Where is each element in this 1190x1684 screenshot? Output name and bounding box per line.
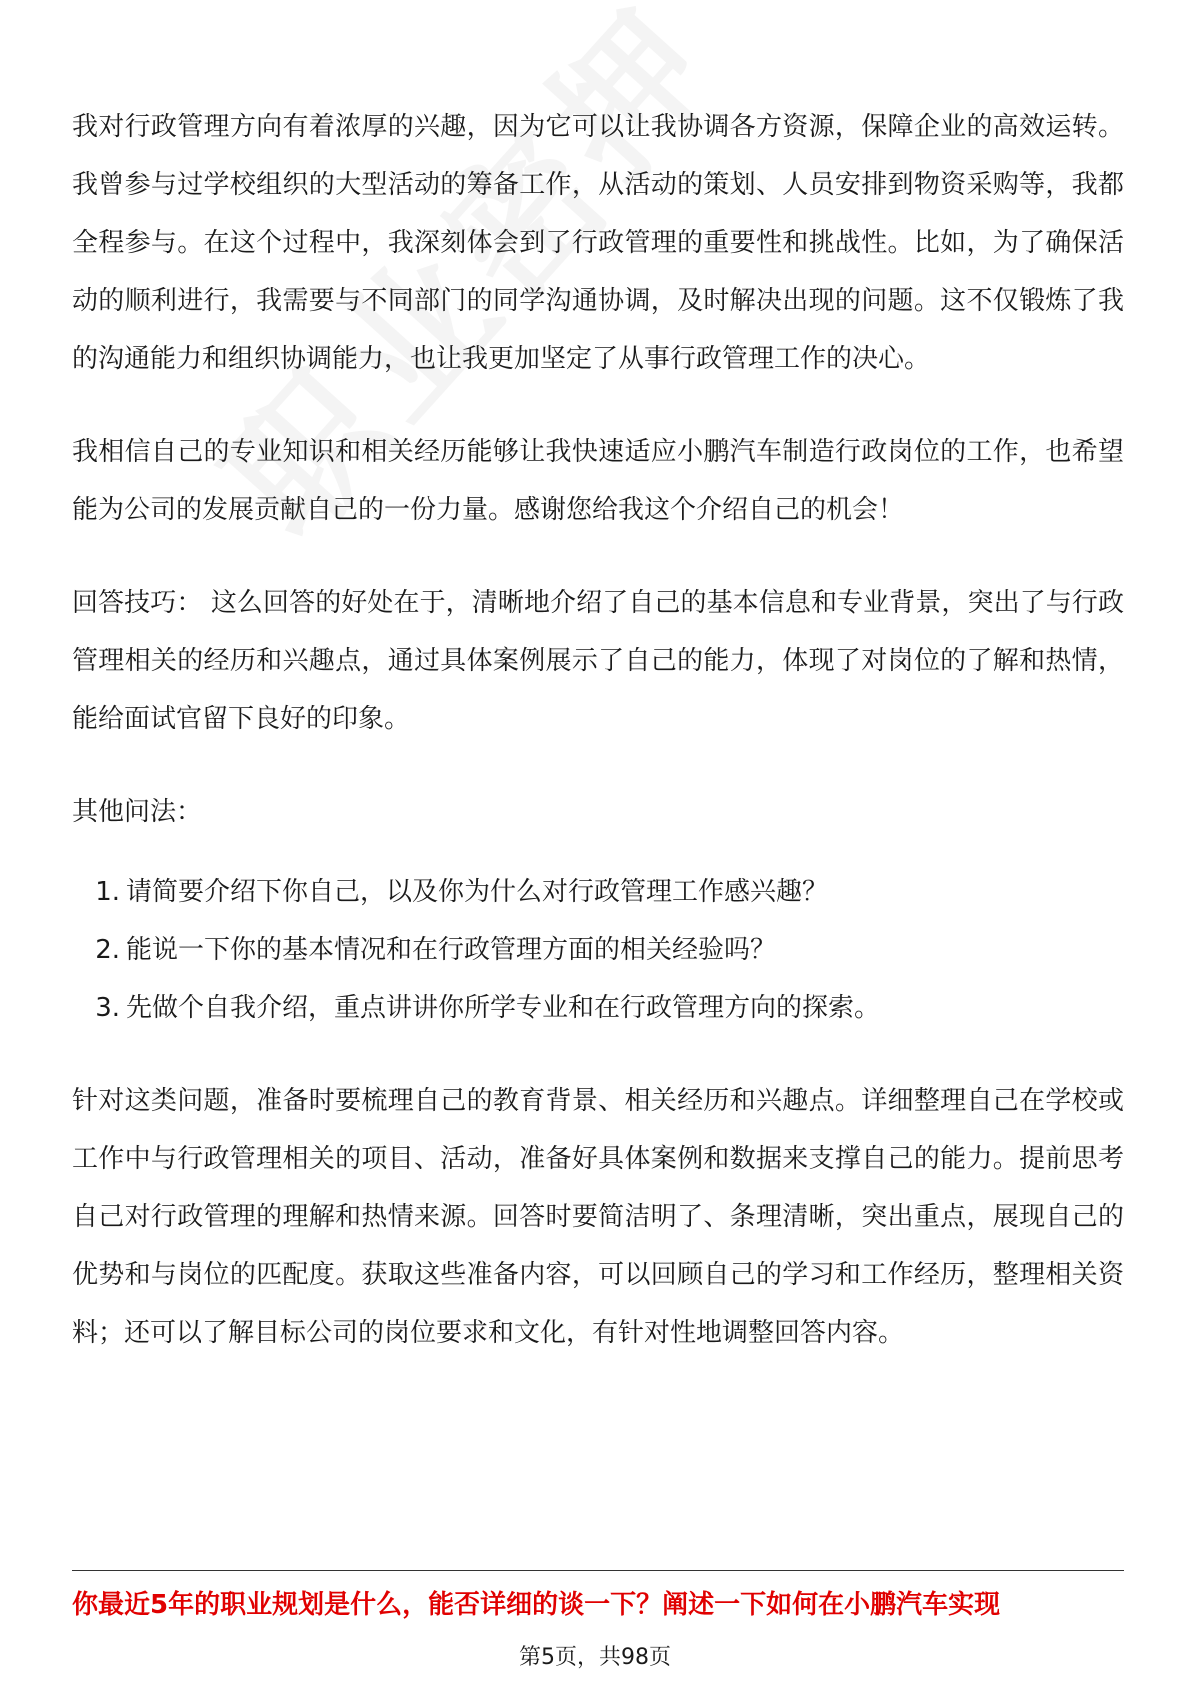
- paragraph-closing: 我相信自己的专业知识和相关经历能够让我快速适应小鹏汽车制造行政岗位的工作，也希望能为公司的发展贡献自己的一份力量。感谢您给我这个介绍自己的机会！: [72, 437, 1124, 525]
- paragraph-preparation-advice: 针对这类问题，准备时要梳理自己的教育背景、相关经历和兴趣点。详细整理自己在学校或工作中与行政管理相关的项目、活动，准备好具体案例和数据来支撑自己的能力。提前思考自己对行政管理的理解和热情来源。回答时要简洁明了、条理清晰，突出重点，展现自己的优势和与岗位的匹配度。获取这些准备内容，可以回顾自己的学习和工作经历，整理相关资料；还可以了解目标公司的岗位要求和文化，有针对性地调整回答内容。: [72, 1086, 1124, 1348]
- document-body: [72, 98, 1124, 1397]
- next-question-heading: 你最近5年的职业规划是什么，能否详细的谈一下？阐述一下如何在小鹏汽车实现: [72, 1590, 1001, 1620]
- list-item: 3. 先做个自我介绍，重点讲讲你所学专业和在行政管理方向的探索。: [95, 993, 881, 1023]
- list-item: 2. 能说一下你的基本情况和在行政管理方面的相关经验吗？: [95, 935, 777, 965]
- page-number: 第5页，共98页: [519, 1645, 671, 1670]
- paragraph-interest: 我对行政管理方向有着浓厚的兴趣，因为它可以让我协调各方资源，保障企业的高效运转。我曾参与过学校组织的大型活动的筹备工作，从活动的策划、人员安排到物资采购等，我都全程参与。在这个过程中，我深刻体会到了行政管理的重要性和挑战性。比如，为了确保活动的顺利进行，我需要与不同部门的同学沟通协调，及时解决出现的问题。这不仅锻炼了我的沟通能力和组织协调能力，也让我更加坚定了从事行政管理工作的决心。: [72, 112, 1124, 374]
- paragraph-other-asks-heading: 其他问法：: [72, 797, 203, 827]
- list-item: 1. 请简要介绍下你自己，以及你为什么对行政管理工作感兴趣？: [95, 877, 829, 907]
- paragraph-answer-tips: 回答技巧： 这么回答的好处在于，清晰地介绍了自己的基本信息和专业背景，突出了与行政管理相关的经历和兴趣点，通过具体案例展示了自己的能力，体现了对岗位的了解和热情，能给面试官留下良好的印象。: [72, 588, 1124, 734]
- alternative-questions-list: [72, 863, 1124, 1037]
- divider: [72, 1570, 1124, 1571]
